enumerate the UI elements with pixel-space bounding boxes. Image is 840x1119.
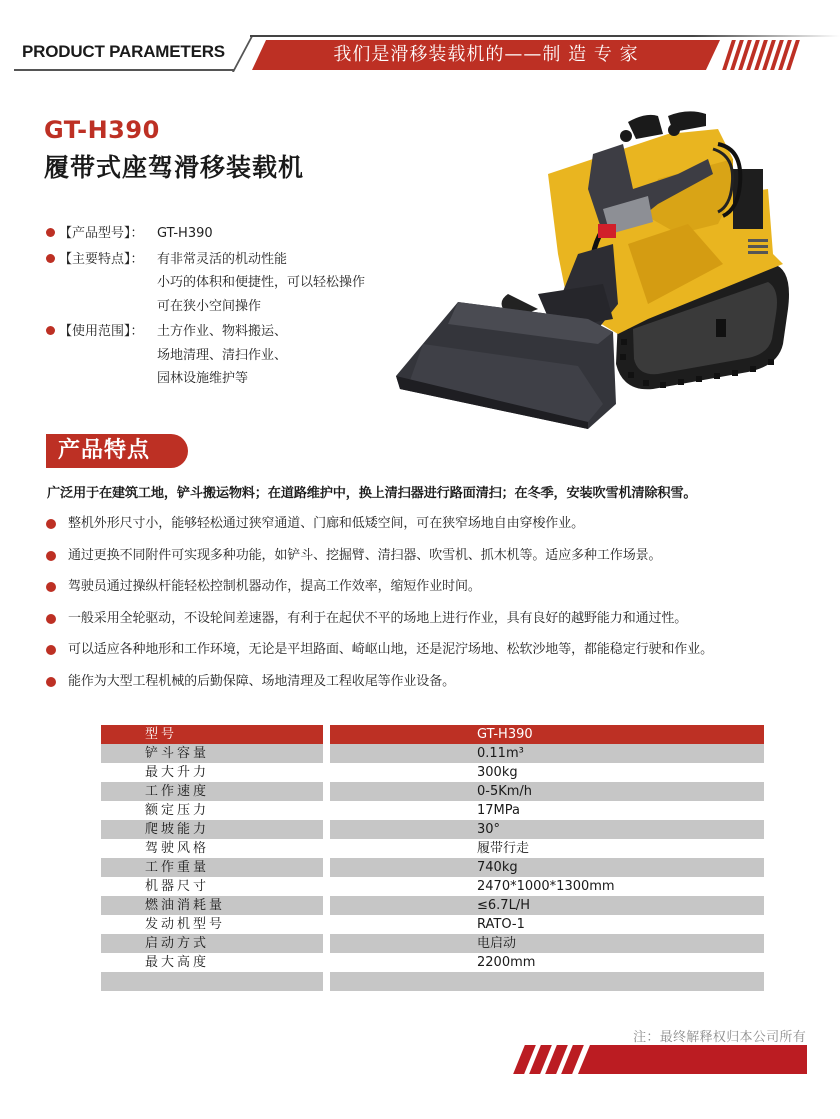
header-underline — [14, 69, 234, 71]
table-header-row — [101, 725, 764, 744]
header-slash-divider — [232, 36, 253, 72]
param-label: 燃油消耗量 — [101, 896, 323, 915]
table-row — [101, 877, 764, 896]
bullet-dot-icon — [46, 614, 56, 624]
spec-label: 【使用范围】： — [59, 324, 144, 339]
param-value: 300kg — [477, 765, 518, 780]
spec-value: GT-H390 — [157, 226, 213, 241]
features-list — [46, 514, 713, 703]
feature-text: 驾驶员通过操纵杆能轻松控制机器动作，提高工作效率，缩短作业时间。 — [68, 579, 481, 594]
param-value: ≤6.7L/H — [330, 896, 764, 915]
table-row — [101, 782, 764, 801]
bullet-dot-icon — [46, 582, 56, 592]
header-stripes-decoration — [723, 40, 805, 70]
bullet-dot-icon — [46, 254, 55, 263]
spec-label: 【主要特点】： — [59, 251, 144, 267]
param-label: 最大高度 — [145, 955, 210, 970]
bullet-dot-icon — [46, 519, 56, 529]
param-value: 履带行走 — [477, 841, 530, 856]
table-row — [101, 858, 764, 877]
feature-text: 通过更换不同附件可实现多种功能，如铲斗、挖掘臂、清扫器、吹雪机、抓木机等。适应多种工作场景。 — [68, 547, 662, 563]
footer-disclaimer: 注：最终解释权归本公司所有 — [633, 1030, 806, 1045]
feature-item — [46, 546, 713, 578]
features-title: 产品特点 — [58, 438, 151, 463]
param-value: RATO-1 — [477, 917, 525, 932]
features-intro: 广泛用于在建筑工地，铲斗搬运物料；在道路维护中，换上清扫器进行路面清扫；在冬季，安装吹雪机清除积雪。 — [47, 486, 697, 501]
param-label: 启动方式 — [101, 934, 323, 953]
feature-text: 可以适应各种地形和工作环境，无论是平坦路面、崎岖山地，还是泥泞场地、松软沙地等，都能稳定行驶和作业。 — [68, 642, 714, 657]
spec-value: 场地清理、清扫作业、 — [157, 347, 288, 363]
table-row — [101, 763, 764, 782]
spec-value: 园林设施维护等 — [157, 371, 249, 386]
param-value: 2200mm — [477, 955, 536, 970]
feature-item — [46, 577, 713, 609]
header-title-en: PRODUCT PARAMETERS — [22, 42, 225, 61]
feature-item — [46, 640, 713, 672]
table-row-empty — [101, 972, 764, 991]
footer-stripes-decoration — [513, 1045, 583, 1074]
spec-item-usage — [46, 320, 365, 391]
table-row — [101, 820, 764, 839]
spec-list — [46, 222, 365, 391]
header-banner — [0, 0, 840, 90]
table-row — [101, 839, 764, 858]
param-label: 驾驶风格 — [145, 841, 210, 856]
header-slogan: 我们是滑移装载机的——制 造 专 家 — [333, 44, 639, 65]
param-value: 30° — [330, 820, 764, 839]
feature-item — [46, 609, 713, 641]
param-value — [330, 972, 764, 991]
spec-value: 土方作业、物料搬运、 — [157, 324, 288, 339]
feature-text: 一般采用全轮驱动，不设轮间差速器，有利于在起伏不平的场地上进行作业，具有良好的越野能力和通过性。 — [68, 610, 688, 626]
param-label: 工作速度 — [101, 782, 323, 801]
spec-value: 可在狭小空间操作 — [157, 298, 262, 314]
table-row — [101, 934, 764, 953]
feature-item — [46, 514, 713, 546]
parameters-table — [101, 725, 764, 991]
product-name: 履带式座驾滑移装载机 — [44, 153, 305, 182]
param-label: 工作重量 — [101, 858, 323, 877]
feature-text: 整机外形尺寸小，能够轻松通过狭窄通道、门廊和低矮空间，可在狭窄场地自由穿梭作业。 — [68, 516, 585, 531]
param-value: 740kg — [330, 858, 764, 877]
param-value: 2470*1000*1300mm — [477, 879, 615, 894]
param-label: 额定压力 — [145, 803, 210, 818]
table-row — [101, 801, 764, 820]
table-row — [101, 744, 764, 763]
table-row — [101, 915, 764, 934]
param-value: 17MPa — [477, 803, 520, 818]
spec-value: 有非常灵活的机动性能 — [157, 251, 288, 267]
table-header-value: GT-H390 — [330, 725, 764, 744]
spec-item-features — [46, 248, 365, 319]
param-value: 电启动 — [330, 934, 764, 953]
feature-item — [46, 672, 713, 704]
param-value: 0.11m³ — [330, 744, 764, 763]
table-header-label: 型号 — [101, 725, 323, 744]
spec-value: 小巧的体积和便捷性，可以轻松操作 — [157, 275, 366, 290]
footer-red-bar — [578, 1045, 807, 1074]
table-row — [101, 896, 764, 915]
model-title: GT-H390 — [44, 116, 160, 144]
param-label: 最大升力 — [145, 765, 210, 780]
bullet-dot-icon — [46, 326, 55, 335]
table-row — [101, 953, 764, 972]
param-label: 发动机型号 — [145, 917, 226, 932]
bullet-dot-icon — [46, 228, 55, 237]
param-label: 机器尺寸 — [145, 879, 210, 894]
param-label: 铲斗容量 — [101, 744, 323, 763]
bullet-dot-icon — [46, 551, 56, 561]
param-label — [101, 972, 323, 991]
feature-text: 能作为大型工程机械的后勤保障、场地清理及工程收尾等作业设备。 — [68, 673, 456, 689]
header-top-line — [250, 35, 840, 37]
bullet-dot-icon — [46, 645, 56, 655]
param-label: 爬坡能力 — [101, 820, 323, 839]
bullet-dot-icon — [46, 677, 56, 687]
skid-steer-loader-image — [388, 104, 798, 434]
spec-label: 【产品型号】： — [59, 226, 144, 241]
spec-item-model — [46, 222, 365, 246]
param-value: 0-5Km/h — [330, 782, 764, 801]
